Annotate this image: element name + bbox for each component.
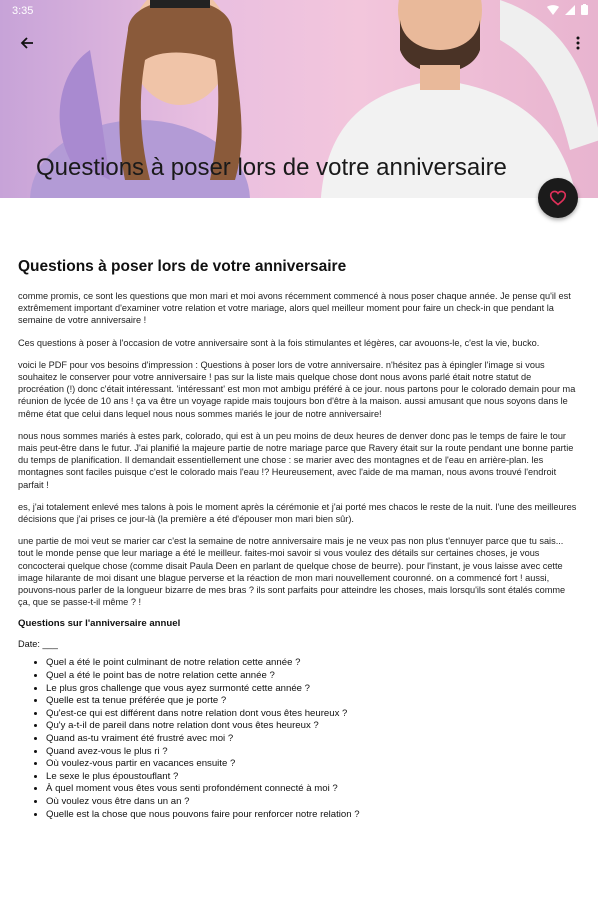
section-title: Questions sur l'anniversaire annuel: [18, 618, 181, 630]
status-bar: [0, 0, 598, 22]
more-vert-icon: [576, 36, 580, 50]
list-item: • Le sexe le plus époustouflant ?: [46, 771, 578, 784]
status-time: 3:35: [12, 5, 34, 17]
questions-list: [18, 657, 578, 821]
list-item: • Quand avez-vous le plus ri ?: [46, 746, 578, 759]
wifi-icon: [547, 5, 559, 15]
article-paragraph: comme promis, ce sont les questions que mon mari et moi avons récemment commencé à nous poser chaque année. Je pense qu'il est extrêmement important d'examiner votre relation et votre mariage, alors quel meilleur moment pour faire un check-in que pendant la semaine de votre anniversaire !: [18, 291, 571, 326]
article-paragraph: Ces questions à poser à l'occasion de votre anniversaire sont à la fois stimulantes et légères, car avouons-le, c'est la vie, bucko.: [18, 337, 540, 348]
article-paragraph: une partie de moi veut se marier car c'est la semaine de notre anniversaire mais je ne veux pas non plus t'ennuyer parce que tu sais... tout le monde pense que leur mariage a été le meilleur. faites-moi savoir si vous voulez des détails sur certaines choses, je vous concocterai quelque chose (comme disait Paula Deen en parlant de quelque chose de beurre). pour l'instant, je vous laisse avec cette image hilarante de moi disant une blague perverse et la réaction de mon mari nouvellement couronné. on a commencé fort ! aussi, pouvons-nous parler de la longueur bizarre de mes bras ? ils sont parfaits pour atteindre les choses, mais lorsqu'ils sont étalés comme ça, que se passe-t-il même ? !: [18, 536, 566, 608]
list-item: • Le plus gros challenge que vous ayez surmonté cette année ?: [46, 683, 578, 696]
heart-outline-icon: [549, 190, 567, 206]
back-button[interactable]: [16, 33, 38, 55]
article-body: [18, 258, 578, 821]
battery-icon: [581, 4, 588, 15]
article-title: Questions à poser lors de votre anniversaire: [18, 258, 347, 275]
favorite-button[interactable]: [538, 178, 578, 218]
hero-banner: [0, 0, 598, 198]
list-item: • À quel moment vous êtes vous senti profondément connecté à moi ?: [46, 783, 578, 796]
list-item: • Quel a été le point culminant de notre relation cette année ?: [46, 657, 578, 670]
date-label: Date: ___: [18, 639, 58, 650]
list-item: • Qu'est-ce qui est différent dans notre relation dont vous êtes heureux ?: [46, 708, 578, 721]
list-item: • Qu'y a-t-il de pareil dans notre relation dont vous êtes heureux ?: [46, 720, 578, 733]
arrow-left-icon: [20, 36, 34, 50]
list-item: • Où voulez-vous partir en vacances ensuite ?: [46, 758, 578, 771]
article-paragraph: voici le PDF pour vos besoins d'impression : Questions à poser lors de votre anniversaire. n'hésitez pas à épingler l'image si vous souhaitez le conserver pour votre anniversaire ! pas sur la liste mais quelque chose dont nous avons parlé était notre statut de procréation (!) donc c'était intéressant. 'intéressant' est mon mot ambigu préféré à ce jour. nous partons pour le colorado demain pour ma réunion de lycée de 10 ans ! ça va être un voyage rapide mais toujours bon d'être à la maison. aussi amusant que nous soyons dans le même état que celui dans lequel nous nous sommes mariés le jour de notre anniversaire!: [18, 359, 576, 419]
article-paragraph: es, j'ai totalement enlevé mes talons à pois le moment après la cérémonie et j'ai porté mes chacos le reste de la nuit. l'une des meilleures décisions que j'ai prises ce jour-là (la première a été d'épouser mon mari bien sûr).: [18, 501, 577, 525]
list-item: • Où voulez vous être dans un an ?: [46, 796, 578, 809]
signal-icon: [565, 5, 575, 15]
list-item: • Quand as-tu vraiment été frustré avec moi ?: [46, 733, 578, 746]
article-paragraph: nous nous sommes mariés à estes park, colorado, qui est à un peu moins de deux heures de denver donc pas le temps de faire le tour mais peut-être dans le futur. J'ai planifié la majeure partie de notre mariage parce que Ravery était sur la route pendant une bonne partie du temps de planification. Il demandait essentiellement une chose : se marier avec des montagnes et de l'eau en arrière-plan. les montagnes sont faciles puisque c'est le colorado mais l'eau !? Heureusement, avec l'aide de ma maman, nous avons trouvé l'endroit parfait !: [18, 430, 574, 490]
list-item: • Quelle est la chose que nous pouvons faire pour renforcer notre relation ?: [46, 809, 578, 822]
list-item: • Quel a été le point bas de notre relation cette année ?: [46, 670, 578, 683]
more-options-button[interactable]: [572, 33, 584, 55]
page-title: Questions à poser lors de votre anniversaire: [36, 154, 507, 181]
list-item: • Quelle est ta tenue préférée que je porte ?: [46, 695, 578, 708]
